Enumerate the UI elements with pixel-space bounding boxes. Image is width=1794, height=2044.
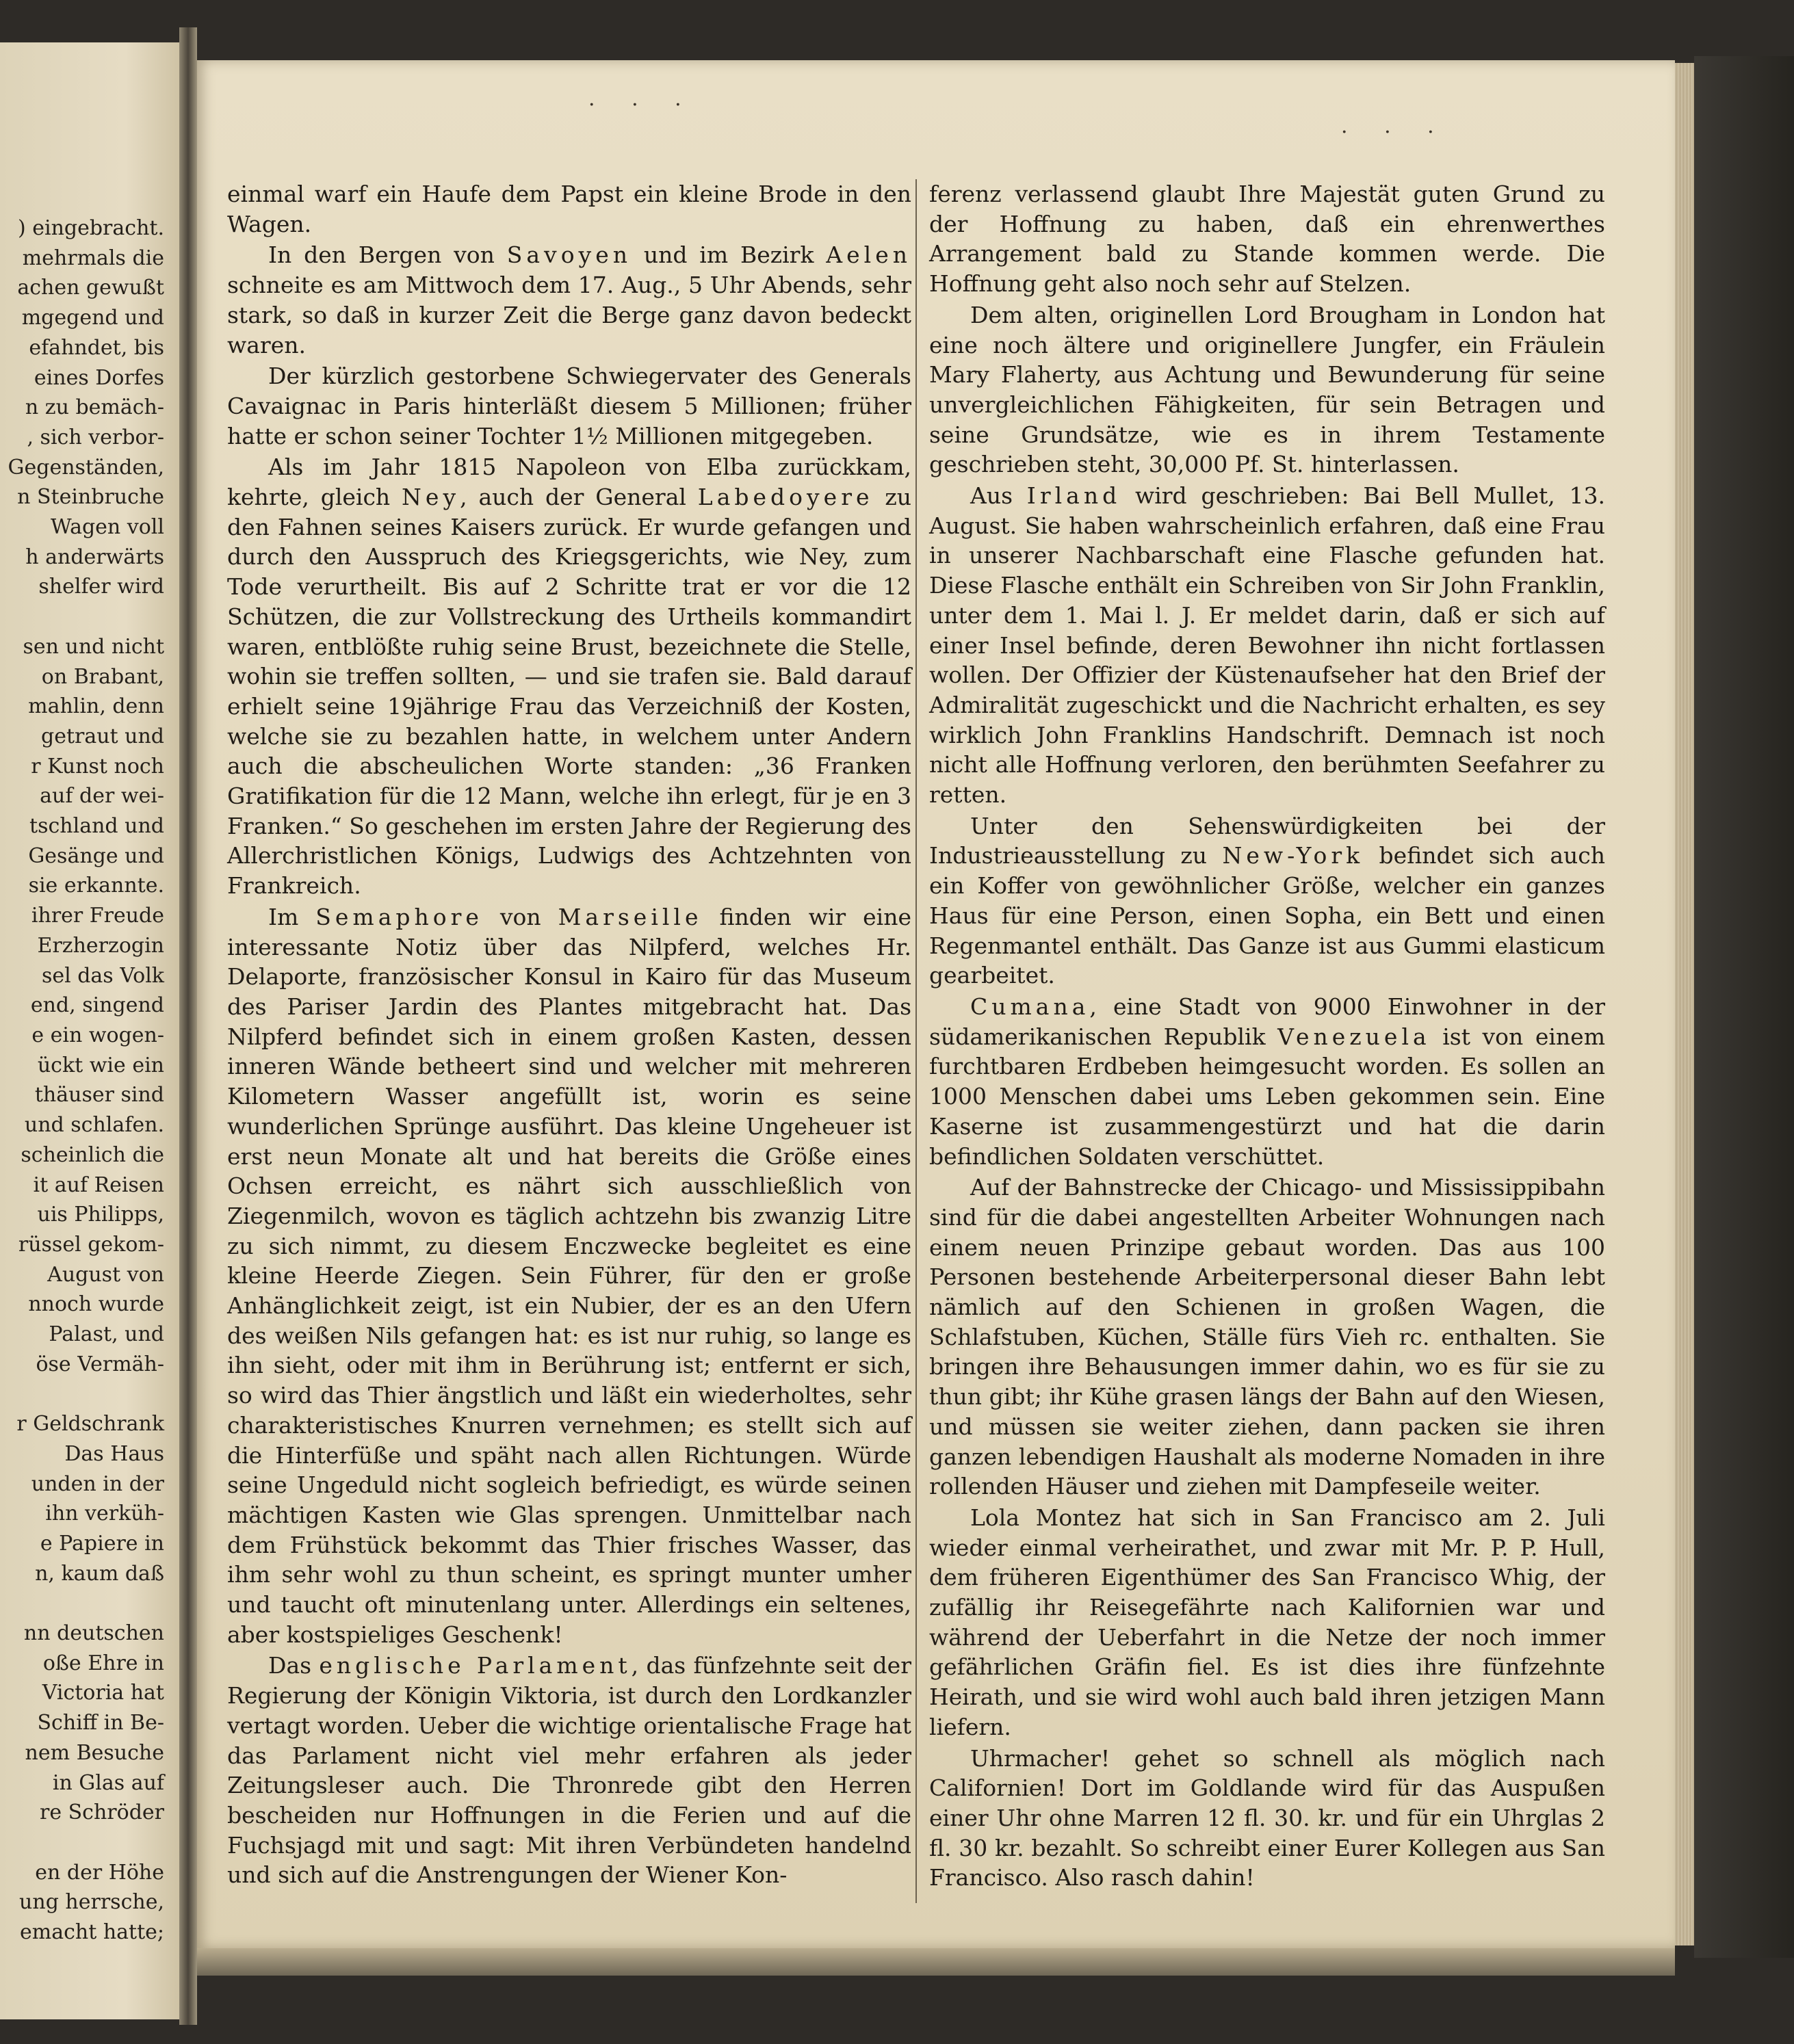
left-fragment-line: shelfer wird	[38, 575, 164, 599]
left-fragment-line: mahlin, denn	[28, 694, 164, 719]
article-brougham: Dem alten, originellen Lord Brougham in London hat eine noch ältere und originellere Jungfer, ein Fräulein Mary Flaherty, aus Achtung und Bewunderung für seine unvergleichlichen Fähigkeiten, für sein Betragen und seine Grundsätze, wie es in ihrem Testamente geschrieben steht, 30,000 Pf. St. hinterlassen.	[929, 301, 1605, 478]
left-fragment-line	[0, 1828, 164, 1858]
left-fragment-line: mgegend und	[21, 306, 164, 330]
article-papst-brode: einmal warf ein Haufe dem Papst ein kleine Brode in den Wagen.	[227, 181, 911, 237]
left-fragment-line: eines Dorfes	[34, 365, 164, 390]
column-right	[929, 179, 1605, 1894]
left-fragment-line: , sich verbor-	[27, 425, 164, 449]
book-cover	[1694, 56, 1794, 1958]
column-left	[227, 179, 911, 1891]
left-fragment-line: getraut und	[41, 724, 164, 748]
left-fragment-line: rüssel gekom-	[18, 1232, 164, 1257]
left-fragment-line: Victoria hat	[42, 1681, 164, 1705]
page-edges	[1675, 63, 1694, 1945]
left-fragment-line: Erzherzogin	[37, 933, 164, 958]
left-fragment-line: efahndet, bis	[29, 335, 164, 360]
left-page	[0, 42, 179, 2019]
left-fragment-line	[0, 602, 164, 632]
left-fragment-line: ung herrsche,	[19, 1890, 164, 1915]
left-fragment-line: sen und nicht	[23, 634, 164, 659]
left-fragment-line: it auf Reisen	[33, 1172, 164, 1197]
left-fragment-line	[0, 1379, 164, 1409]
left-fragment-line: mehrmals die	[22, 246, 164, 270]
left-fragment-line: und schlafen.	[24, 1113, 164, 1138]
left-fragment-line: Gesänge und	[28, 843, 164, 868]
left-fragment-line: nnoch wurde	[28, 1292, 164, 1317]
left-fragment-line: uis Philipps,	[37, 1203, 164, 1227]
left-fragment-line: ) eingebracht.	[17, 216, 164, 240]
article-nilpferd: Im Semaphore von Marseille finden wir eine interessante Notiz über das Nilpferd, welches Hr. Delaporte, französischer Konsul in Kairo für das Museum des Pariser Jardin des Plantes mitgebracht hat. Das Nilpferd befindet sich in einem großen Kasten, dessen inneren Wände betheert sind und welcher mit mehreren Kilometern Wasser angefüllt ist, worin es seine wunderlichen Sprünge ausführt. Das kleine Ungeheuer ist erst neun Monate alt und hat bereits die Größe eines Ochsen erreicht, es nährt sich ausschließlich von Ziegenmilch, wovon es täglich achtzehn bis zwanzig Litre zu sich nimmt, zu diesem Enczwecke begleitet es eine kleine Heerde Ziegen. Sein Führer, für den er große Anhänglichkeit zeigt, ist ein Nubier, der es an den Ufern des weißen Nils gefangen hat: es ist nur ruhig, so lange es ihn sieht, oder mit ihm in Berührung ist; entfernt er sich, so wird das Thier ängstlich und läßt ein wiederholtes, sehr charakteristisches Knurren vernehmen; es stellt sich auf die Hinterfüße und späht nach allen Richtungen. Würde seine Ungeduld nicht sogleich befriedigt, es würde seinen mächtigen Kasten wie Glas sprengen. Unmittelbar nach dem Frühstück bekommt das Thier frisches Wasser, das ihm sehr wohl zu thun scheint, es springt munter umher und taucht oft minutenlang unter. Allerdings ein seltenes, aber kostspieliges Geschenk!	[227, 903, 911, 1648]
left-page-text-fragment	[0, 213, 164, 1948]
left-fragment-line: en der Höhe	[35, 1860, 164, 1885]
ink-specks-right: · · ·	[1341, 120, 1449, 144]
left-fragment-line: Schiff in Be-	[37, 1711, 164, 1735]
left-fragment-line: n zu bemäch-	[25, 395, 164, 420]
left-fragment-line: Das Haus	[64, 1441, 164, 1466]
left-fragment-line: scheinlich die	[21, 1142, 164, 1167]
left-fragment-line: sel das Volk	[41, 963, 164, 988]
left-fragment-line: Wagen voll	[50, 515, 164, 540]
article-cavaignac: Der kürzlich gestorbene Schwiegervater des Generals Cavaignac in Paris hinterläßt diesem 5 Millionen; früher hatte er schon seiner Tochter 1½ Millionen mitgegeben.	[227, 363, 911, 449]
article-uhrmacher: Uhrmacher! gehet so schnell als möglich nach Californien! Dort im Goldlande wird für das Auspußen einer Uhr ohne Marren 12 fl. 30. kr. und für ein Uhrglas 2 fl. 30 kr. bezahlt. So schreibt einer Eurer Kollegen aus San Francisco. Also rasch dahin!	[929, 1744, 1605, 1891]
left-fragment-line: n, kaum daß	[35, 1561, 164, 1586]
left-fragment-line: Palast, und	[49, 1322, 164, 1347]
left-fragment-line: sie erkannte.	[28, 874, 164, 898]
left-fragment-line: tschland und	[29, 814, 164, 839]
left-fragment-line: in Glas auf	[52, 1770, 164, 1795]
left-fragment-line	[0, 1588, 164, 1619]
left-fragment-line: e ein wogen-	[31, 1023, 164, 1047]
book-gutter	[179, 27, 197, 2025]
left-fragment-line: ihrer Freude	[31, 904, 164, 928]
article-konferenz: ferenz verlassend glaubt Ihre Majestät guten Grund zu der Hoffnung zu haben, daß ein ehrenwerthes Arrangement bald zu Stande kommen werde. Die Hoffnung geht also noch sehr auf Stelzen.	[929, 181, 1605, 298]
left-fragment-line: nn deutschen	[23, 1621, 164, 1646]
left-fragment-line: thäuser sind	[34, 1083, 164, 1108]
left-fragment-line: ihn verküh-	[45, 1502, 164, 1526]
left-fragment-line: achen gewußt	[17, 276, 164, 300]
left-fragment-line: h anderwärts	[25, 545, 164, 569]
article-savoyen-schnee: In den Bergen von Savoyen und im Bezirk Aelen schneite es am Mittwoch dem 17. Aug., 5 Uhr Abends, sehr stark, so daß in kurzer Zeit die Berge ganz davon bedeckt waren.	[227, 241, 911, 358]
article-new-york-koffer: Unter den Sehenswürdigkeiten bei der Industrieausstellung zu New-York befindet sich auch ein Koffer von gewöhnlicher Größe, welcher ein ganzes Haus für eine Person, einen Sopha, ein Bett und einen Regenmantel enthält. Das Ganze ist aus Gummi elasticum gearbeitet.	[929, 812, 1605, 989]
article-parlament: Das englische Parlament, das fünfzehnte seit der Regierung der Königin Viktoria, ist durch den Lordkanzler vertagt worden. Ueber die wichtige orientalische Frage hat das Parlament nicht viel mehr erfahren als jeder Zeitungsleser auch. Die Thronrede gibt den Herren bescheiden nur Hoffnungen in die Ferien und auf die Fuchsjagd mit und sagt: Mit ihren Verbündeten handelnd und sich auf die Anstrengungen der Wiener Kon-	[227, 1652, 911, 1889]
left-fragment-line: n Steinbruche	[17, 485, 164, 510]
left-fragment-line: re Schröder	[39, 1800, 164, 1825]
left-fragment-line: on Brabant,	[41, 664, 164, 689]
left-fragment-line: ückt wie ein	[37, 1053, 164, 1077]
left-fragment-line: r Geldschrank	[16, 1412, 164, 1437]
left-fragment-line: oße Ehre in	[42, 1651, 164, 1675]
column-divider	[915, 179, 917, 1903]
left-fragment-line: öse Vermäh-	[36, 1352, 164, 1376]
left-fragment-line: r Kunst noch	[31, 754, 164, 778]
left-fragment-line: nem Besuche	[25, 1740, 164, 1765]
article-franklin: Aus Irland wird geschrieben: Bai Bell Mullet, 13. August. Sie haben wahrscheinlich erfahren, daß eine Frau in unserer Nachbarschaft eine Flasche gefunden hat. Diese Flasche enthält ein Schreiben von Sir John Franklin, unter dem 1. Mai l. J. Er meldet darin, daß er sich auf einer Insel befinde, deren Bewohner ihn nicht fortlassen wollen. Der Offizier der Küstenaufseher hat den Brief der Admiralität zugeschickt und die Nachricht erhalten, es sey wirklich John Franklins Handschrift. Demnach ist noch nicht alle Hoffnung verloren, den berühmten Seefahrer zu retten.	[929, 482, 1605, 809]
left-fragment-line: emacht hatte;	[20, 1920, 164, 1945]
left-fragment-line: end, singend	[30, 993, 164, 1018]
left-fragment-line: Gegenständen,	[8, 455, 164, 480]
article-labedoyere: Als im Jahr 1815 Napoleon von Elba zurückkam, kehrte, gleich Ney, auch der General Labedoyere zu den Fahnen seines Kaisers zurück. Er wurde gefangen und durch den Ausspruch des Kriegsgerichts, wie Ney, zum Tode verurtheilt. Bis auf 2 Schritte trat er vor die 12 Schützen, die zur Vollstreckung des Urtheils kommandirt waren, entblößte ruhig seine Brust, bezeichnete die Stelle, wohin sie treffen sollten, — und sie trafen sie. Bald darauf erhielt seine 19jährige Frau das Verzeichniß der Kosten, welche sie zu bezahlen hatte, in welchem unter Andern auch die abscheulichen Worte standen: „36 Franken Gratifikation für die 12 Mann, welche ihn erlegt, für je en 3 Franken.“ So geschehen im ersten Jahre der Regierung des Allerchristlichen Königs, Ludwigs des Achtzehnten von Frankreich.	[227, 454, 912, 900]
ink-specks: · · ·	[588, 93, 697, 117]
article-chicago-bahn: Auf der Bahnstrecke der Chicago- und Mississippibahn sind für die dabei angestellten Arbeiter Wohnungen nach einem neuen Prinzipe gebaut worden. Das aus 100 Personen bestehende Arbeiterpersonal dieser Bahn lebt nämlich auf den Schienen in großen Wagen, die Schlafstuben, Küchen, Ställe fürs Vieh rc. enthalten. Sie bringen ihre Behausungen immer dahin, wo es für sie zu thun gibt; ihr Kühe grasen längs der Bahn auf den Wiesen, und müssen sie weiter ziehen, dann packen sie ihren ganzen lebendigen Haushalt als moderne Nomaden in ihre rollenden Häuser und ziehen mit Dampfeseile weiter.	[929, 1174, 1605, 1500]
left-fragment-line: August von	[47, 1262, 164, 1287]
article-lola-montez: Lola Montez hat sich in San Francisco am 2. Juli wieder einmal verheirathet, und zwar mit Mr. P. P. Hull, dem früheren Eigenthümer des San Francisco Whig, der zufällig ihr Reisegefährte nach Kalifornien war und während der Ueberfahrt in die Netze der noch immer gefährlichen Gräfin fiel. Es ist dies ihre fünfzehnte Heirath, und sie wird wohl auch bald ihren jetzigen Mann liefern.	[929, 1504, 1605, 1740]
page-bottom-edge	[197, 1948, 1675, 1976]
article-cumana: Cumana, eine Stadt von 9000 Einwohner in der südamerikanischen Republik Venezuela ist von einem furchtbaren Erdbeben heimgesucht worden. Es sollen an 1000 Menschen dabei ums Leben gekommen sein. Eine Kaserne ist zusammengestürzt und hat die darin befindlichen Soldaten verschüttet.	[929, 993, 1605, 1170]
left-fragment-line: e Papiere in	[40, 1531, 164, 1556]
left-fragment-line: auf der wei-	[40, 784, 164, 809]
left-fragment-line: unden in der	[31, 1471, 164, 1496]
